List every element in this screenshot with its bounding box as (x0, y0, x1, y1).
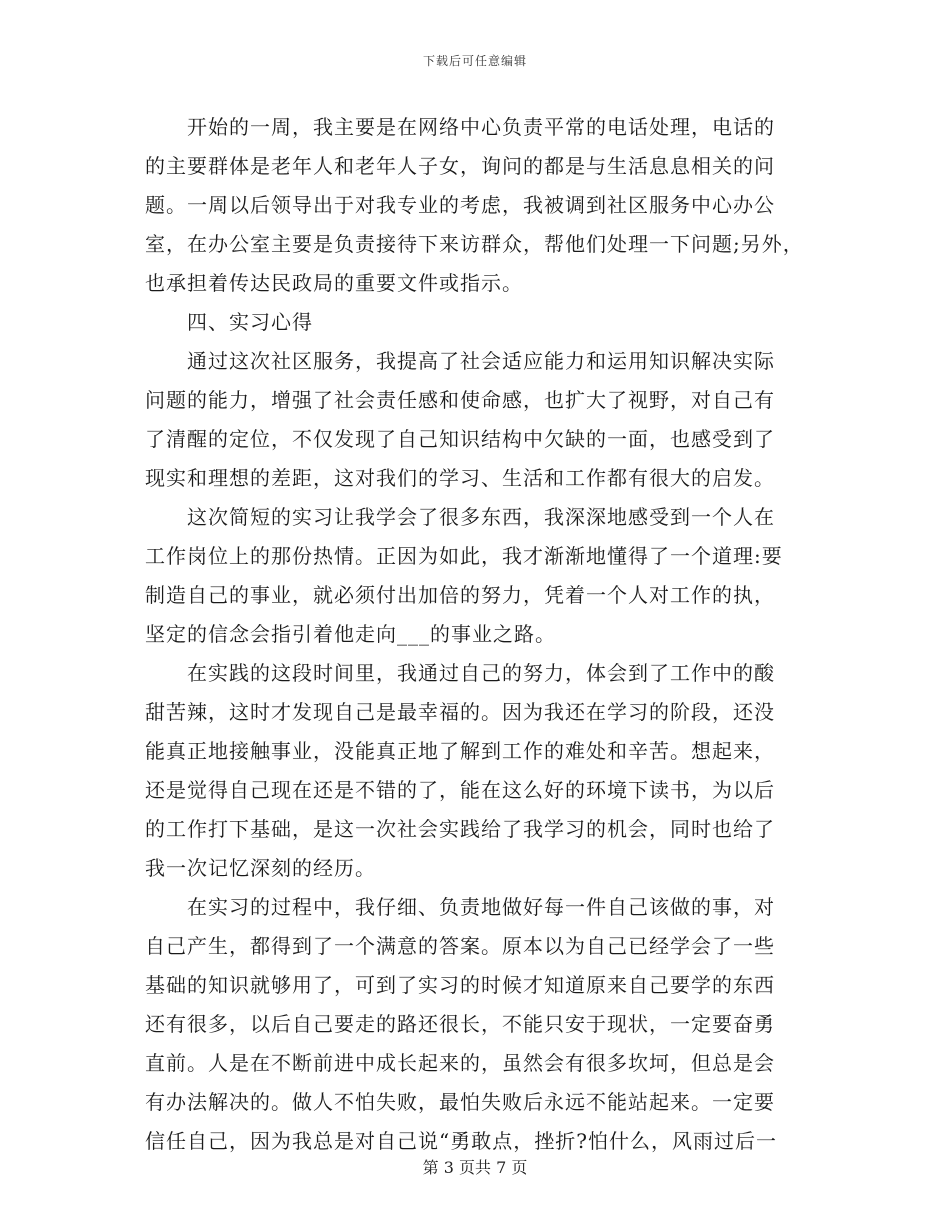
text-line: 甜苦辣，这时才发现自己是最幸福的。因为我还在学习的阶段，还没 (145, 700, 775, 724)
text-line: 题。一周以后领导出于对我专业的考虑，我被调到社区服务中心办公 (145, 193, 775, 217)
text-line: 的主要群体是老年人和老年人子女，询问的都是与生活息息相关的问 (145, 154, 775, 178)
page-header: 下载后可任意编辑 (422, 54, 527, 68)
page-number: 第 3 页共 7 页 (422, 1158, 528, 1177)
text-line: 还有很多，以后自己要走的路还很长，不能只安于现状，一定要奋勇 (145, 1012, 775, 1036)
text-line: 在实践的这段时间里，我通过自己的努力，体会到了工作中的酸 (187, 661, 775, 685)
text-line: 制造自己的事业，就必须付出加倍的努力，凭着一个人对工作的执， (145, 583, 775, 607)
text-line: 通过这次社区服务，我提高了社会适应能力和运用知识解决实际 (187, 349, 775, 373)
text-line: 也承担着传达民政局的重要文件或指示。 (145, 271, 523, 295)
text-line: 问题的能力，增强了社会责任感和使命感，也扩大了视野，对自己有 (145, 388, 775, 412)
document-body (145, 108, 805, 1161)
text-line: 直前。人是在不断前进中成长起来的，虽然会有很多坎坷，但总是会 (145, 1051, 775, 1075)
text-line: 自己产生，都得到了一个满意的答案。原本以为自己已经学会了一些 (145, 934, 775, 958)
text-line: 四、实习心得 (187, 310, 313, 334)
text-line: 坚定的信念会指引着他走向___的事业之路。 (145, 622, 556, 646)
text-line: 我一次记忆深刻的经历。 (145, 856, 376, 880)
text-line: 这次简短的实习让我学会了很多东西，我深深地感受到一个人在 (187, 505, 775, 529)
text-line: 开始的一周，我主要是在网络中心负责平常的电话处理，电话的 (187, 115, 775, 139)
text-line: 现实和理想的差距，这对我们的学习、生活和工作都有很大的启发。 (145, 466, 775, 490)
text-line: 还是觉得自己现在还是不错的了，能在这么好的环境下读书，为以后 (145, 778, 775, 802)
text-line: 信任自己，因为我总是对自己说“勇敢点，挫折?怕什么，风雨过后一 (145, 1129, 777, 1153)
text-line: 工作岗位上的那份热情。正因为如此，我才渐渐地懂得了一个道理:要 (145, 544, 783, 568)
text-line: 能真正地接触事业，没能真正地了解到工作的难处和辛苦。想起来， (145, 739, 775, 763)
text-line: 的工作打下基础，是这一次社会实践给了我学习的机会，同时也给了 (145, 817, 775, 841)
text-line: 了清醒的定位，不仅发现了自己知识结构中欠缺的一面，也感受到了 (145, 427, 775, 451)
text-line: 在实习的过程中，我仔细、负责地做好每一件自己该做的事，对 (187, 895, 775, 919)
text-line: 基础的知识就够用了，可到了实习的时候才知道原来自己要学的东西 (145, 973, 775, 997)
text-line: 室，在办公室主要是负责接待下来访群众，帮他们处理一下问题;另外， (145, 232, 804, 256)
text-line: 有办法解决的。做人不怕失败，最怕失败后永远不能站起来。一定要 (145, 1090, 775, 1114)
